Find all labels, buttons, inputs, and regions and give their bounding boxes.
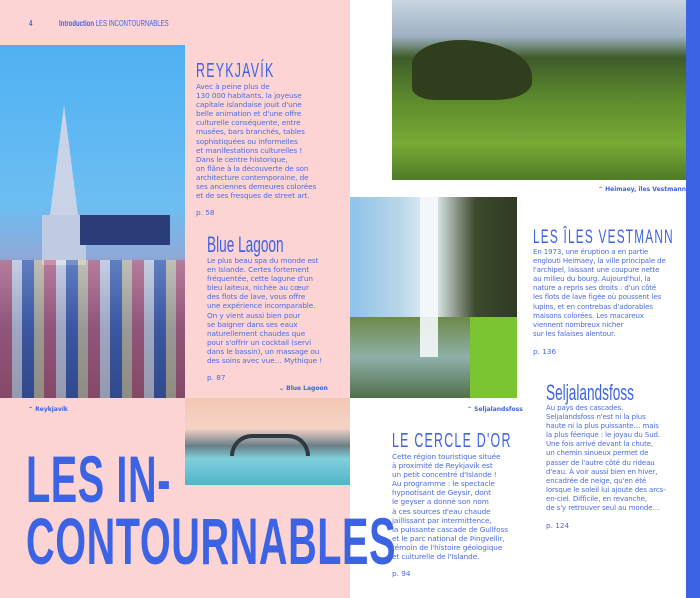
entry-title: Seljalandsfoss <box>546 380 634 405</box>
entry-text: En 1973, une éruption a en partie englouti Heimaey, la ville principale de l'archipel, laissant une coupure nette au milieu du bourg. Aujourd'hui, la nature a repris ses droits : d'un côté les flots de lave figée où poussent les lupins, et en contrebas d'adorables maisons colorées. Les macareux viennent nombreux nicher sur les falaises alentour. <box>533 248 666 338</box>
entry-title: LE CERCLE D'OR <box>392 430 512 452</box>
page-number: 4 <box>29 19 33 28</box>
entry-cercle-dor <box>392 430 542 578</box>
entry-blue-lagoon <box>207 232 347 382</box>
entry-title: REYKJAVÍK <box>196 60 275 82</box>
entry-page: p. 124 <box>546 521 570 531</box>
entry-vestmann <box>533 227 685 356</box>
entry-page: p. 87 <box>207 373 226 383</box>
entry-text: Au pays des cascades, Seljalandsfoss n'est ni la plus haute ni la plus puissante… mais la plus féerique : le joyau du Sud. Une fois arrivé devant la chute, un chemin sinueux permet de passer de l'autre côté du rideau d'eau. À voir aussi bien en hiver, encadrée de neige, qu'en été lorsque le soleil lui ajoute des arcs- en-ciel. Difficile, en revanche, de s'y retrouver seul au monde… <box>546 404 666 513</box>
caption-blue-lagoon: ⌄ Blue Lagoon <box>279 385 328 392</box>
subsection-label: LES INCONTOURNABLES <box>95 19 169 28</box>
caption-reykjavik: ⌃ Reykjavík <box>28 406 68 413</box>
running-header <box>59 19 169 28</box>
entry-reykjavik <box>196 60 346 217</box>
blue-edge-strip <box>686 0 700 598</box>
entry-page: p. 58 <box>196 208 215 218</box>
entry-page: p. 136 <box>533 346 557 356</box>
entry-text: Cette région touristique située à proximité de Reykjavík est un petit concentré d'Islande ! Au programme : le spectacle hypnotisant de Geysir, dont le geyser a donné son nom à ces sources d'eau chaude jaillissant par intermittence, la puissante cascade de Gullfoss et le parc national de Þingvellir, témoin de l'histoire géologique et culturelle de l'Islande. <box>392 452 508 562</box>
entry-title: LES ÎLES VESTMANN <box>533 227 674 248</box>
main-title-line2: CONTOURNABLES <box>26 504 397 578</box>
main-title-line1: LES IN- <box>26 442 172 516</box>
reykjavik-photo <box>0 45 185 398</box>
entry-seljalandsfoss <box>546 380 686 530</box>
seljalandsfoss-photo <box>350 197 517 398</box>
entry-text: Le plus beau spa du monde est en Islande. Certes fortement fréquentée, cette lagune d'un bleu laiteux, nichée au cœur des flots de lave, vous offre une expérience incomparable. On y vient aussi bien pour se baigner dans ses eaux naturellement chaudes que pour s'offrir un cocktail (servi dans le bassin), un massage ou des soins avec vue… Mythique ! <box>207 256 323 366</box>
heimaey-photo <box>392 0 686 180</box>
entry-text: Avec à peine plus de 130 000 habitants, la joyeuse capitale islandaise jouit d'une belle animation et d'une offre culturelle conséquente, entre musées, bars branchés, tables sophistiquées ou informelles et manifestations culturelles ! Dans le centre historique, on flâne à la découverte de son architecture contemporaine, de ses anciennes demeures colorées et de ses fresques de street art. <box>196 82 317 201</box>
section-label: Introduction <box>59 19 94 28</box>
entry-title: Blue Lagoon <box>207 232 284 257</box>
caption-seljalandsfoss: ⌃ Seljalandsfoss <box>467 406 523 413</box>
entry-page: p. 94 <box>392 569 411 579</box>
main-title <box>26 442 397 578</box>
caption-vestmann: ⌃ Heimaey, îles Vestmann <box>598 186 686 193</box>
